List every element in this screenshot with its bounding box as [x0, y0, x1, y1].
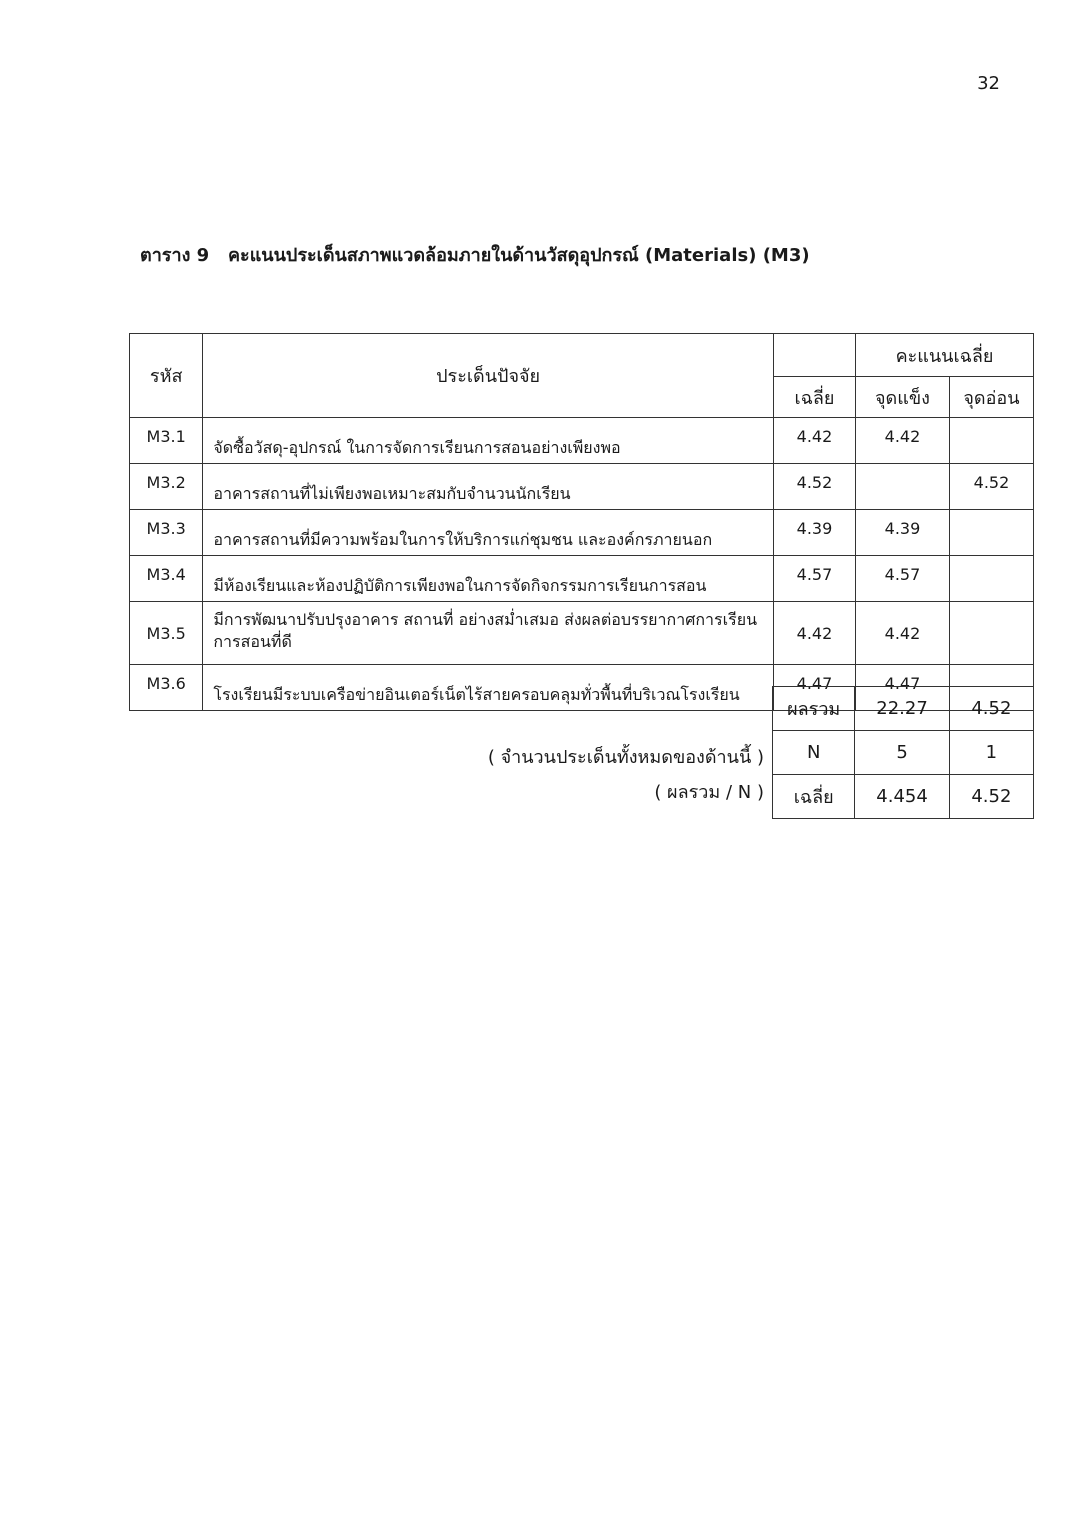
row-strength: 4.47: [856, 665, 950, 711]
summary-row-mean: [773, 775, 1034, 819]
header-average: เฉลี่ย: [773, 377, 855, 418]
summary-table: [772, 686, 1034, 819]
row-weakness: [949, 510, 1033, 556]
row-weakness: [949, 556, 1033, 602]
row-code: M3.5: [130, 602, 203, 665]
count-label: N: [773, 731, 855, 775]
row-issue: มีห้องเรียนและห้องปฏิบัติการเพียงพอในการจัดกิจกรรมการเรียนการสอน: [203, 556, 774, 602]
row-average: 4.42: [773, 602, 855, 665]
row-issue: โรงเรียนมีระบบเครือข่ายอินเตอร์เน็ตไร้สายครอบคลุมทั่วพื้นที่บริเวณโรงเรียน: [203, 665, 774, 711]
row-strength: [856, 464, 950, 510]
sum-strength: 22.27: [855, 687, 949, 731]
table-row: [130, 556, 1034, 602]
mean-label: เฉลี่ย: [773, 775, 855, 819]
table-caption-label: ตาราง 9: [140, 245, 210, 266]
mean-strength: 4.454: [855, 775, 949, 819]
row-code: M3.4: [130, 556, 203, 602]
score-table: [129, 333, 1034, 711]
table-caption: [140, 240, 810, 269]
header-empty: [773, 334, 855, 377]
row-issue-line-1: มีการพัฒนาปรับปรุงอาคาร สถานที่ อย่างสม่ำเสมอ ส่งผลต่อบรรยากาศการเรียน: [213, 610, 757, 629]
header-average-group: คะแนนเฉลี่ย: [856, 334, 1034, 377]
table-caption-text: คะแนนประเด็นสภาพแวดล้อมภายในด้านวัสดุอุปกรณ์ (Materials) (M3): [228, 245, 810, 266]
row-issue: อาคารสถานที่ไม่เพียงพอเหมาะสมกับจำนวนนักเรียน: [203, 464, 774, 510]
row-strength: 4.42: [856, 602, 950, 665]
sum-weakness: 4.52: [949, 687, 1033, 731]
row-average: 4.52: [773, 464, 855, 510]
table-row: [130, 602, 1034, 665]
count-weakness: 1: [949, 731, 1033, 775]
header-code: รหัส: [130, 334, 203, 418]
mean-weakness: 4.52: [949, 775, 1033, 819]
row-code: M3.2: [130, 464, 203, 510]
row-strength: 4.57: [856, 556, 950, 602]
row-issue: จัดซื้อวัสดุ-อุปกรณ์ ในการจัดการเรียนการสอนอย่างเพียงพอ: [203, 418, 774, 464]
row-average: 4.42: [773, 418, 855, 464]
summary-row-count: [773, 731, 1034, 775]
sum-label: ผลรวม: [773, 687, 855, 731]
row-issue: อาคารสถานที่มีความพร้อมในการให้บริการแก่ชุมชน และองค์กรภายนอก: [203, 510, 774, 556]
row-issue-line-2: การสอนที่ดี: [213, 632, 292, 651]
row-weakness: [949, 602, 1033, 665]
table-row: [130, 464, 1034, 510]
count-strength: 5: [855, 731, 949, 775]
header-weakness: จุดอ่อน: [949, 377, 1033, 418]
row-weakness: 4.52: [949, 464, 1033, 510]
row-issue: [203, 602, 774, 665]
header-issue: ประเด็นปัจจัย: [203, 334, 774, 418]
summary-row-sum: [773, 687, 1034, 731]
row-code: M3.6: [130, 665, 203, 711]
count-note: ( จำนวนประเด็นทั้งหมดของด้านนี้ ): [487, 747, 764, 768]
page-number: 32: [977, 73, 1000, 94]
row-strength: 4.42: [856, 418, 950, 464]
row-code: M3.3: [130, 510, 203, 556]
row-strength: 4.39: [856, 510, 950, 556]
row-average: 4.39: [773, 510, 855, 556]
table-row: [130, 510, 1034, 556]
row-weakness: [949, 418, 1033, 464]
row-average: 4.57: [773, 556, 855, 602]
row-code: M3.1: [130, 418, 203, 464]
header-strength: จุดแข็ง: [856, 377, 950, 418]
mean-note: ( ผลรวม / N ): [654, 782, 764, 803]
table-row: [130, 418, 1034, 464]
row-average: 4.47: [773, 665, 855, 711]
